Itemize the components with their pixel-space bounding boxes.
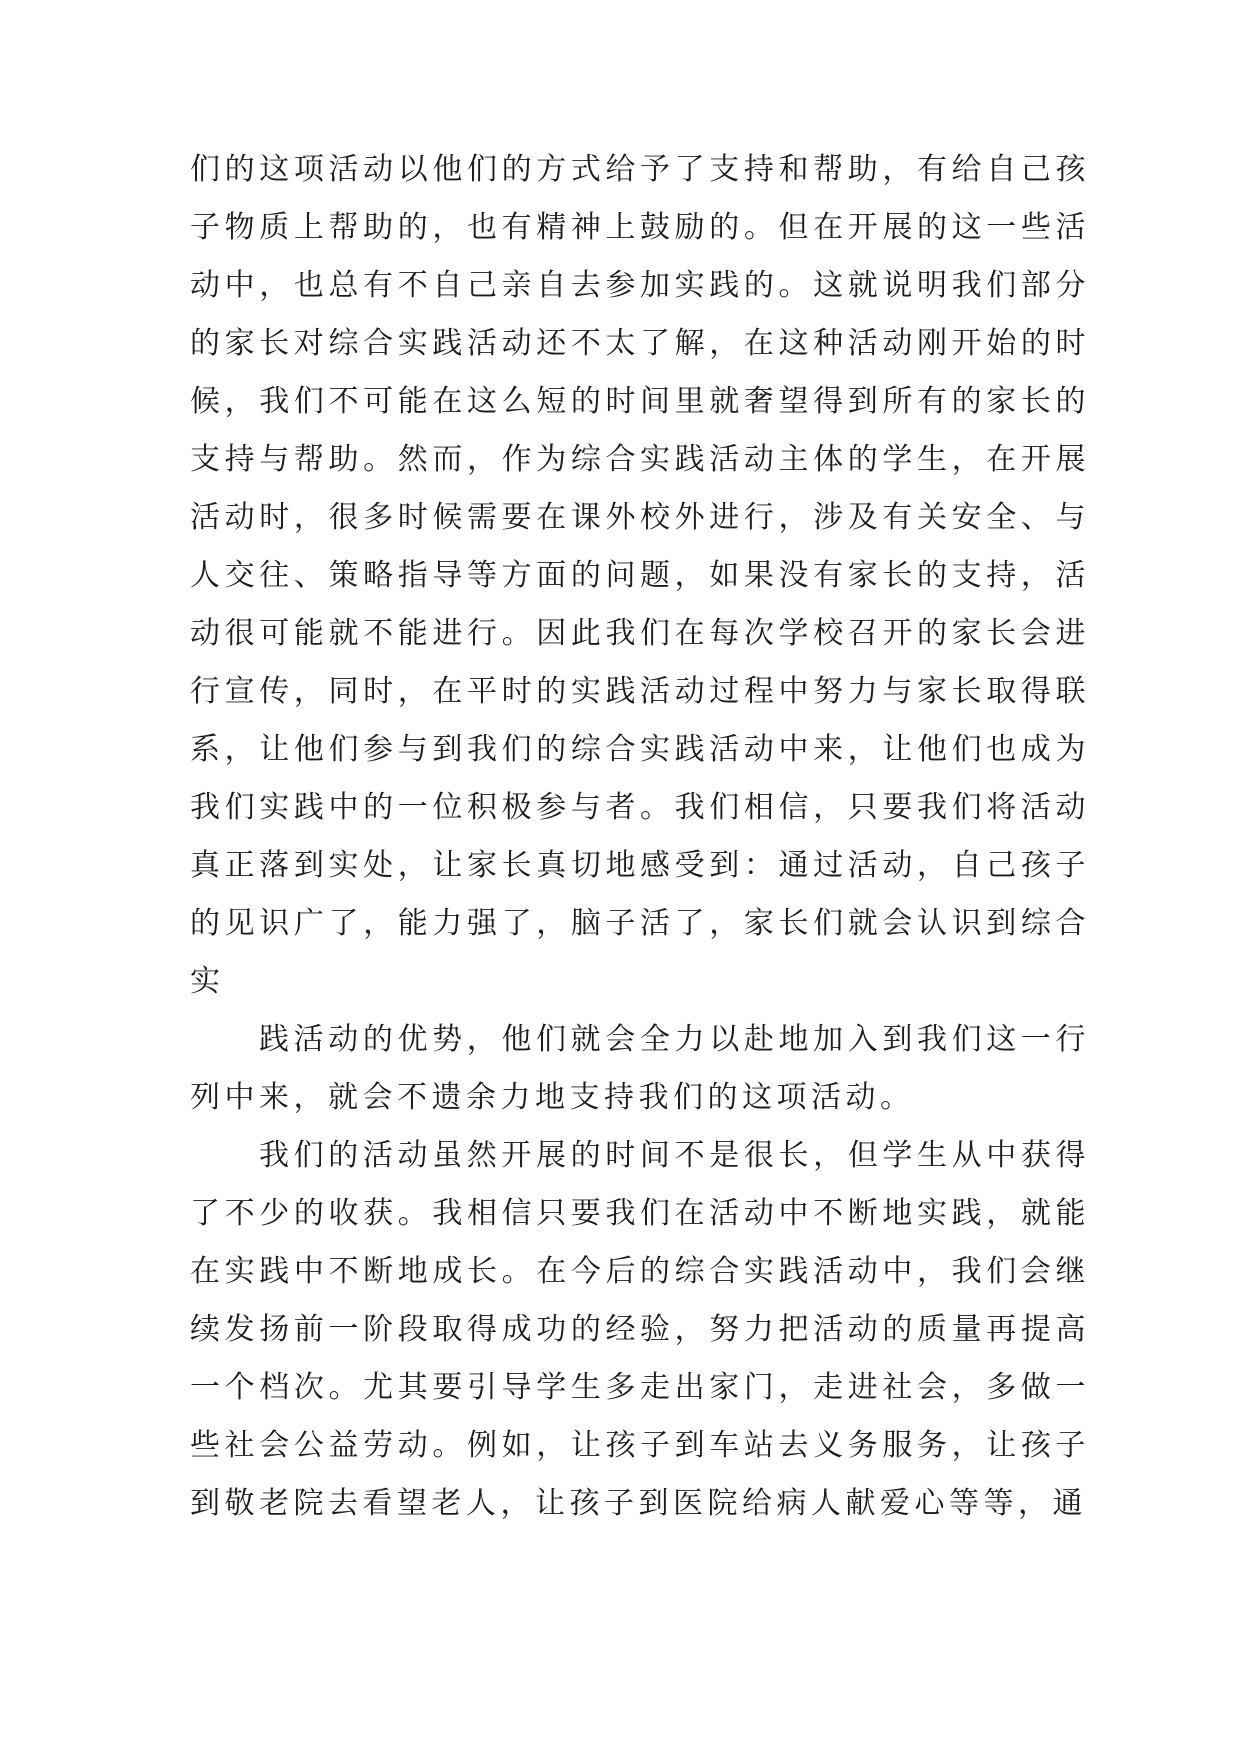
paragraph-3: 我们的活动虽然开展的时间不是很长，但学生从中获得了不少的收获。我相信只要我们在活动中不断地实践，就能在实践中不断地成长。在今后的综合实践活动中，我们会继续发扬前一阶段取得成功的经验，努力把活动的质量再提高一个档次。尤其要引导学生多走出家门，走进社会，多做一些社会公益劳动。例如，让孩子到车站去义务服务，让孩子到敬老院去看望老人，让孩子到医院给病人献爱心等等，通 bbox=[190, 1138, 1090, 1521]
paragraph-2: 践活动的优势，他们就会全力以赴地加入到我们这一行列中来，就会不遗余力地支持我们的这项活动。 bbox=[190, 1022, 1090, 1115]
paragraph-1: 们的这项活动以他们的方式给予了支持和帮助，有给自己孩子物质上帮助的，也有精神上鼓励的。但在开展的这一些活动中，也总有不自己亲自去参加实践的。这就说明我们部分的家长对综合实践活动还不太了解，在这种活动刚开始的时候，我们不可能在这么短的时间里就奢望得到所有的家长的支持与帮助。然而，作为综合实践活动主体的学生，在开展活动时，很多时候需要在课外校外进行，涉及有关安全、与人交往、策略指导等方面的问题，如果没有家长的支持，活动很可能就不能进行。因此我们在每次学校召开的家长会进行宣传，同时，在平时的实践活动过程中努力与家长取得联系，让他们参与到我们的综合实践活动中来，让他们也成为我们实践中的一位积极参与者。我们相信，只要我们将活动真正落到实处，让家长真切地感受到：通过活动，自己孩子的见识广了，能力强了，脑子活了，家长们就会认识到综合实 bbox=[190, 152, 1090, 999]
document-body bbox=[190, 141, 1090, 1533]
